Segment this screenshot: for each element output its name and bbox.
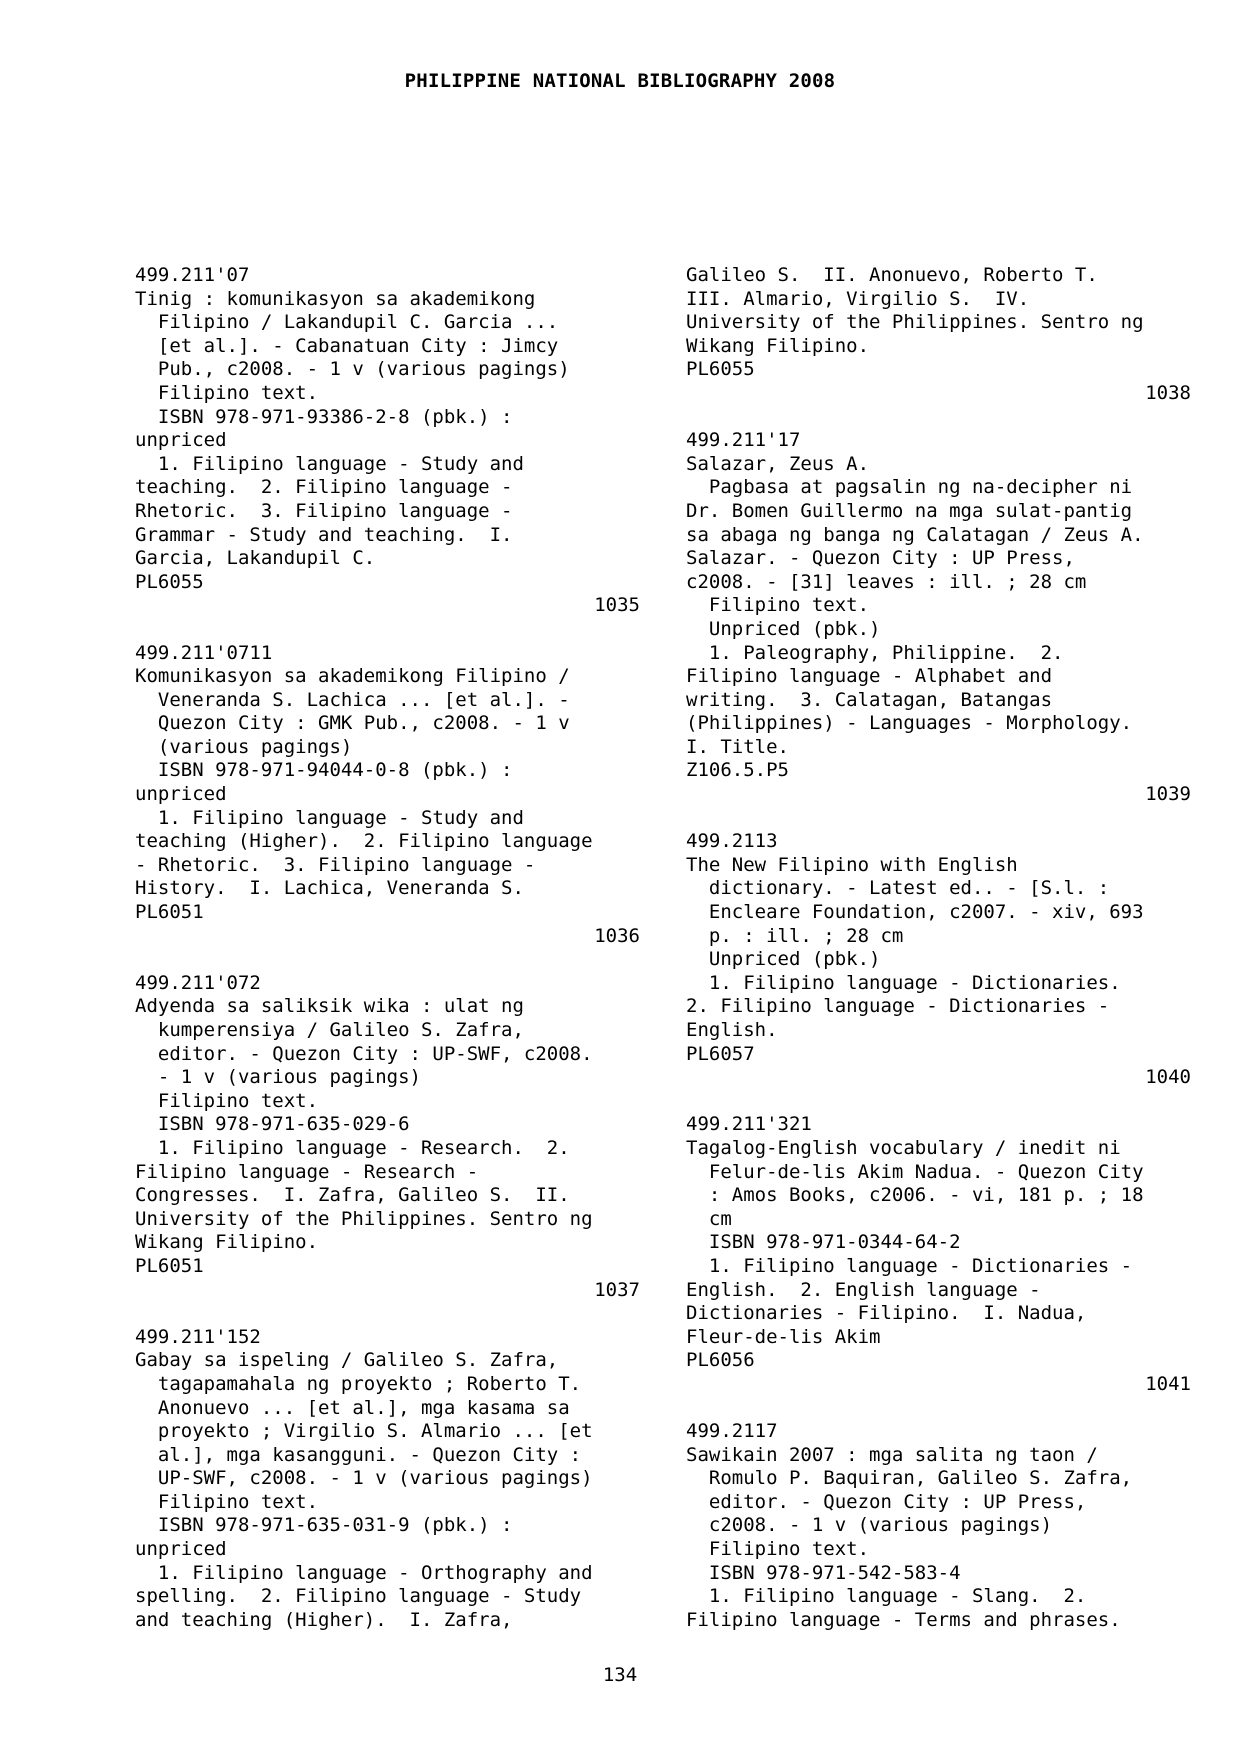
entry-line: kumperensiya / Galileo S. Zafra, <box>135 1019 524 1041</box>
entry-line: ISBN 978-971-635-029-6 <box>135 1113 410 1136</box>
entry-line: Filipino text. <box>686 1538 870 1561</box>
entry-line: 1. Filipino language - Dictionaries - <box>686 1254 1133 1277</box>
entry-line: UP-SWF, c2008. - 1 v (various pagings) <box>135 1467 593 1490</box>
entry-line: 499.2117 <box>686 1420 778 1443</box>
entry-line: - 1 v (various pagings) <box>135 1066 421 1089</box>
left-column <box>135 264 640 1632</box>
entry-line: 1. Paleography, Philippine. 2. <box>686 641 1064 664</box>
page-header: PHILIPPINE NATIONAL BIBLIOGRAPHY 2008 <box>404 70 836 92</box>
entry-number: 1037 <box>594 1278 640 1301</box>
entry-line: 499.211'072 <box>135 971 261 994</box>
entry-line: and teaching (Higher). I. Zafra, <box>135 1608 513 1631</box>
right-column <box>686 264 1191 1632</box>
entry-line: Sawikain 2007 : mga salita ng taon / <box>686 1443 1098 1466</box>
entry-line: p. : ill. ; 28 cm <box>686 924 904 947</box>
entry-line: ISBN 978-971-94044-0-8 (pbk.) : <box>135 759 513 782</box>
entry-line: teaching (Higher). 2. Filipino language <box>135 830 593 853</box>
entry-line: Wikang Filipino. <box>686 334 870 357</box>
entry-line: 499.2113 <box>686 830 778 853</box>
entry-line: : Amos Books, c2006. - vi, 181 p. ; 18 <box>686 1184 1144 1207</box>
entry-line: teaching. 2. Filipino language - <box>135 476 513 499</box>
entry-line: Unpriced (pbk.) <box>686 948 881 971</box>
entry-line: (various pagings) <box>135 735 353 758</box>
entry-line: Filipino text. <box>686 594 870 617</box>
bibliography-entry <box>135 264 640 618</box>
entry-line: editor. - Quezon City : UP-SWF, c2008. <box>135 1042 593 1065</box>
entry-line: Filipino text. <box>135 381 319 404</box>
entry-line: Encleare Foundation, c2007. - xiv, 693 <box>686 901 1144 924</box>
entry-line: Filipino language - Terms and phrases. <box>686 1608 1121 1631</box>
entry-line: Tagalog-English vocabulary / inedit ni <box>686 1136 1121 1159</box>
entry-line: ISBN 978-971-93386-2-8 (pbk.) : <box>135 405 513 428</box>
entry-line: Pub., c2008. - 1 v (various pagings) <box>135 358 570 381</box>
entry-line: ISBN 978-971-542-583-4 <box>686 1561 961 1584</box>
entry-line: 1. Filipino language - Study and <box>135 452 524 475</box>
bibliography-entry <box>135 642 640 949</box>
entry-line: English. 2. English language - <box>686 1278 1041 1301</box>
entry-line: unpriced <box>135 1538 227 1561</box>
entry-line: 499.211'0711 <box>135 641 273 664</box>
bibliography-entry <box>686 1113 1191 1396</box>
entry-line: PL6055 <box>135 570 204 593</box>
entry-line: Romulo P. Baquiran, Galileo S. Zafra, <box>686 1467 1133 1490</box>
entry-line: Filipino text. <box>135 1490 319 1513</box>
entry-line: Filipino text. <box>135 1089 319 1112</box>
entry-line: Veneranda S. Lachica ... [et al.]. - <box>135 688 570 711</box>
entry-number: 1040 <box>1145 1066 1191 1089</box>
entry-line: Fleur-de-lis Akim <box>686 1325 881 1348</box>
entry-line: 1. Filipino language - Orthography and <box>135 1561 593 1584</box>
entry-line: Rhetoric. 3. Filipino language - <box>135 499 513 522</box>
entry-number: 1035 <box>594 594 640 617</box>
entry-line: English. <box>686 1019 778 1041</box>
entry-line: c2008. - [31] leaves : ill. ; 28 cm <box>686 570 1087 593</box>
entry-line: University of the Philippines. Sentro ng <box>135 1207 593 1230</box>
entry-line: History. I. Lachica, Veneranda S. <box>135 877 524 900</box>
entry-line: cm <box>686 1207 732 1230</box>
entry-line: Dictionaries - Filipino. I. Nadua, <box>686 1302 1087 1325</box>
entry-line: Quezon City : GMK Pub., c2008. - 1 v <box>135 712 570 735</box>
entry-line: al.], mga kasangguni. - Quezon City : <box>135 1443 582 1466</box>
entry-line: - Rhetoric. 3. Filipino language - <box>135 853 536 876</box>
entry-line: c2008. - 1 v (various pagings) <box>686 1514 1053 1537</box>
entry-line: Dr. Bomen Guillermo na mga sulat-pantig <box>686 499 1133 522</box>
entry-line: 499.211'07 <box>135 264 250 286</box>
bibliography-entry <box>686 1420 1191 1632</box>
entry-line: 1. Filipino language - Research. 2. <box>135 1136 570 1159</box>
bibliography-entry <box>135 1326 640 1633</box>
entry-line: ISBN 978-971-0344-64-2 <box>686 1231 961 1254</box>
entry-line: Felur-de-lis Akim Nadua. - Quezon City <box>686 1160 1144 1183</box>
entry-line: Anonuevo ... [et al.], mga kasama sa <box>135 1396 570 1419</box>
entry-line: Grammar - Study and teaching. I. <box>135 523 513 546</box>
entry-number: 1041 <box>1145 1372 1191 1395</box>
entry-line: ISBN 978-971-635-031-9 (pbk.) : <box>135 1514 513 1537</box>
entry-line: 2. Filipino language - Dictionaries - <box>686 995 1110 1018</box>
entry-line: unpriced <box>135 783 227 806</box>
entry-line: PL6056 <box>686 1349 755 1372</box>
entry-line: I. Title. <box>686 735 789 758</box>
entry-line: Filipino / Lakandupil C. Garcia ... <box>135 311 559 334</box>
entry-line: Pagbasa at pagsalin ng na-decipher ni <box>686 476 1133 499</box>
entry-line: III. Almario, Virgilio S. IV. <box>686 287 1030 310</box>
entry-line: Wikang Filipino. <box>135 1231 319 1254</box>
entry-line: editor. - Quezon City : UP Press, <box>686 1490 1087 1513</box>
entry-line: PL6051 <box>135 1254 204 1277</box>
entry-line: Garcia, Lakandupil C. <box>135 547 376 570</box>
bibliography-entry <box>686 830 1191 1090</box>
entry-line: proyekto ; Virgilio S. Almario ... [et <box>135 1420 593 1443</box>
entry-line: 1. Filipino language - Dictionaries. <box>686 971 1121 994</box>
entry-line: [et al.]. - Cabanatuan City : Jimcy <box>135 334 559 357</box>
entry-line: Gabay sa ispeling / Galileo S. Zafra, <box>135 1349 559 1372</box>
entry-line: 499.211'17 <box>686 429 801 452</box>
entry-line: writing. 3. Calatagan, Batangas <box>686 688 1053 711</box>
entry-line: dictionary. - Latest ed.. - [S.l. : <box>686 877 1110 900</box>
bibliography-entry <box>686 264 1191 406</box>
entry-line: 499.211'152 <box>135 1325 261 1348</box>
entry-line: spelling. 2. Filipino language - Study <box>135 1585 582 1608</box>
bibliography-entry <box>135 972 640 1302</box>
entry-line: Filipino language - Research - <box>135 1160 479 1183</box>
page-number: 134 <box>602 1664 638 1686</box>
entry-line: Congresses. I. Zafra, Galileo S. II. <box>135 1184 570 1207</box>
entry-line: The New Filipino with English <box>686 853 1018 876</box>
entry-line: Komunikasyon sa akademikong Filipino / <box>135 665 570 688</box>
entry-line: Galileo S. II. Anonuevo, Roberto T. <box>686 264 1098 286</box>
entry-line: Salazar, Zeus A. <box>686 452 870 475</box>
entry-line: unpriced <box>135 429 227 452</box>
entry-line: 1. Filipino language - Study and <box>135 806 524 829</box>
entry-line: (Philippines) - Languages - Morphology. <box>686 712 1133 735</box>
entry-line: PL6055 <box>686 358 755 381</box>
entry-number: 1038 <box>1145 381 1191 404</box>
entry-line: Filipino language - Alphabet and <box>686 665 1053 688</box>
entry-line: Tinig : komunikasyon sa akademikong <box>135 287 536 310</box>
entry-line: University of the Philippines. Sentro ng <box>686 311 1144 334</box>
entry-number: 1039 <box>1145 783 1191 806</box>
entry-line: Unpriced (pbk.) <box>686 617 881 640</box>
entry-line: PL6057 <box>686 1042 755 1065</box>
entry-line: sa abaga ng banga ng Calatagan / Zeus A. <box>686 523 1144 546</box>
bibliography-entry <box>686 429 1191 807</box>
entry-line: PL6051 <box>135 901 204 924</box>
entry-line: 1. Filipino language - Slang. 2. <box>686 1585 1087 1608</box>
entry-line: Z106.5.P5 <box>686 759 789 782</box>
entry-number: 1036 <box>594 924 640 947</box>
entry-line: Adyenda sa saliksik wika : ulat ng <box>135 995 524 1018</box>
entry-line: 499.211'321 <box>686 1113 812 1136</box>
entry-line: tagapamahala ng proyekto ; Roberto T. <box>135 1372 582 1395</box>
entry-line: Salazar. - Quezon City : UP Press, <box>686 547 1075 570</box>
